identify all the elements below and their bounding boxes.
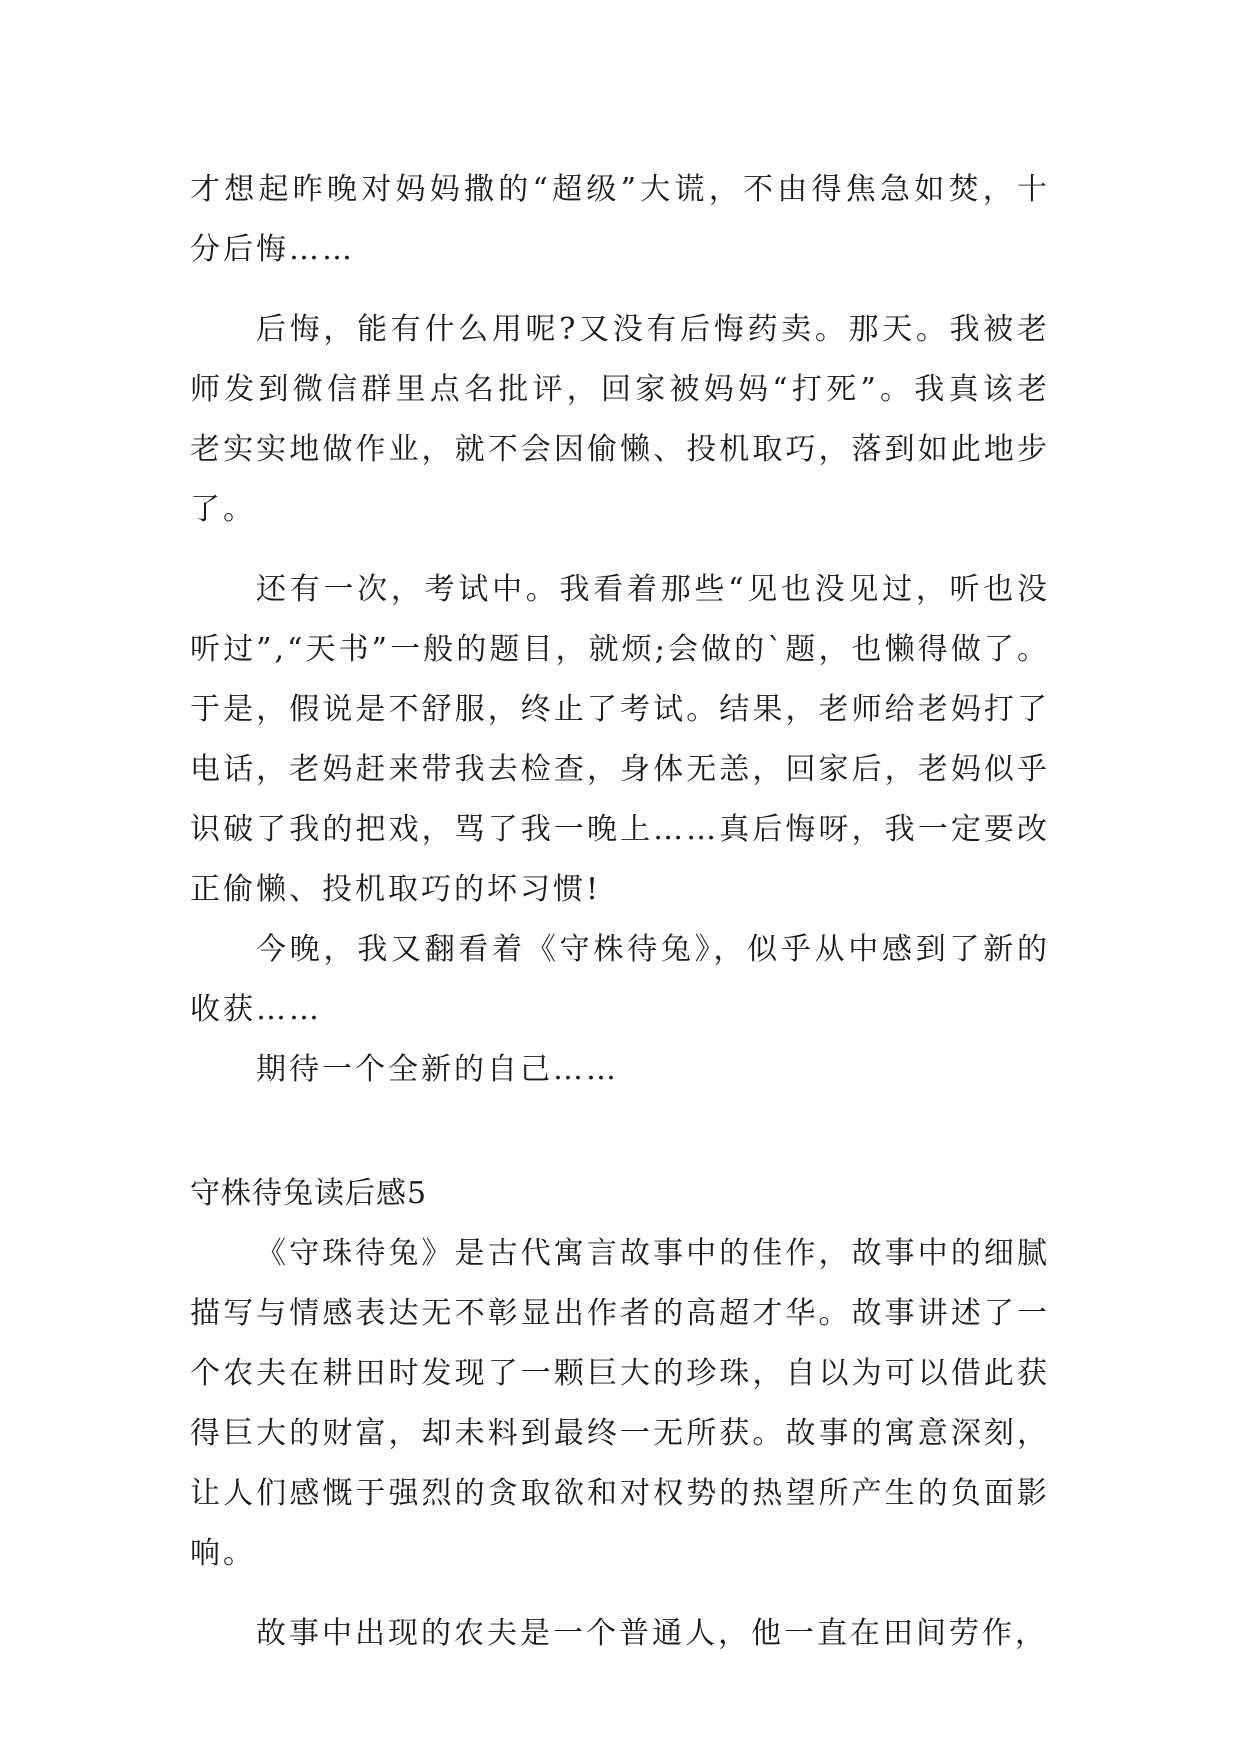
paragraph-1: 才想起昨晚对妈妈撒的“超级”大谎，不由得焦急如焚，十分后悔…… [190,172,1050,267]
paragraph-2: 后悔，能有什么用呢?又没有后悔药卖。那天。我被老师发到微信群里点名批评，回家被妈妈“打死”。我真该老老实实地做作业，就不会因偷懒、投机取巧，落到如此地步了。 [190,312,1050,527]
paragraph-5: 期待一个全新的自己…… [256,1052,619,1087]
paragraph-3: 还有一次，考试中。我看着那些“见也没见过，听也没听过”,“天书”一般的题目，就烦;会做的`题，也懒得做了。于是，假说是不舒服，终止了考试。结果，老师给老妈打了电话，老妈赶来带我去检查，身体无恙，回家后，老妈似乎识破了我的把戏，骂了我一晚上……真后悔呀，我一定要改正偷懒、投机取巧的坏习惯! [190,572,1050,907]
paragraph-4: 今晚，我又翻看着《守株待兔》，似乎从中感到了新的收获…… [190,932,1050,1027]
section-title: 守株待兔读后感5 [190,1176,428,1211]
section-paragraph-2: 故事中出现的农夫是一个普通人，他一直在田间劳作， [256,1616,1048,1651]
section-paragraph-1: 《守珠待兔》是古代寓言故事中的佳作，故事中的细腻描写与情感表达无不彰显出作者的高超才华。故事讲述了一个农夫在耕田时发现了一颗巨大的珍珠，自以为可以借此获得巨大的财富，却未料到最终一无所获。故事的寓意深刻，让人们感慨于强烈的贪取欲和对权势的热望所产生的负面影响。 [190,1236,1050,1571]
document-page [190,160,1050,1664]
